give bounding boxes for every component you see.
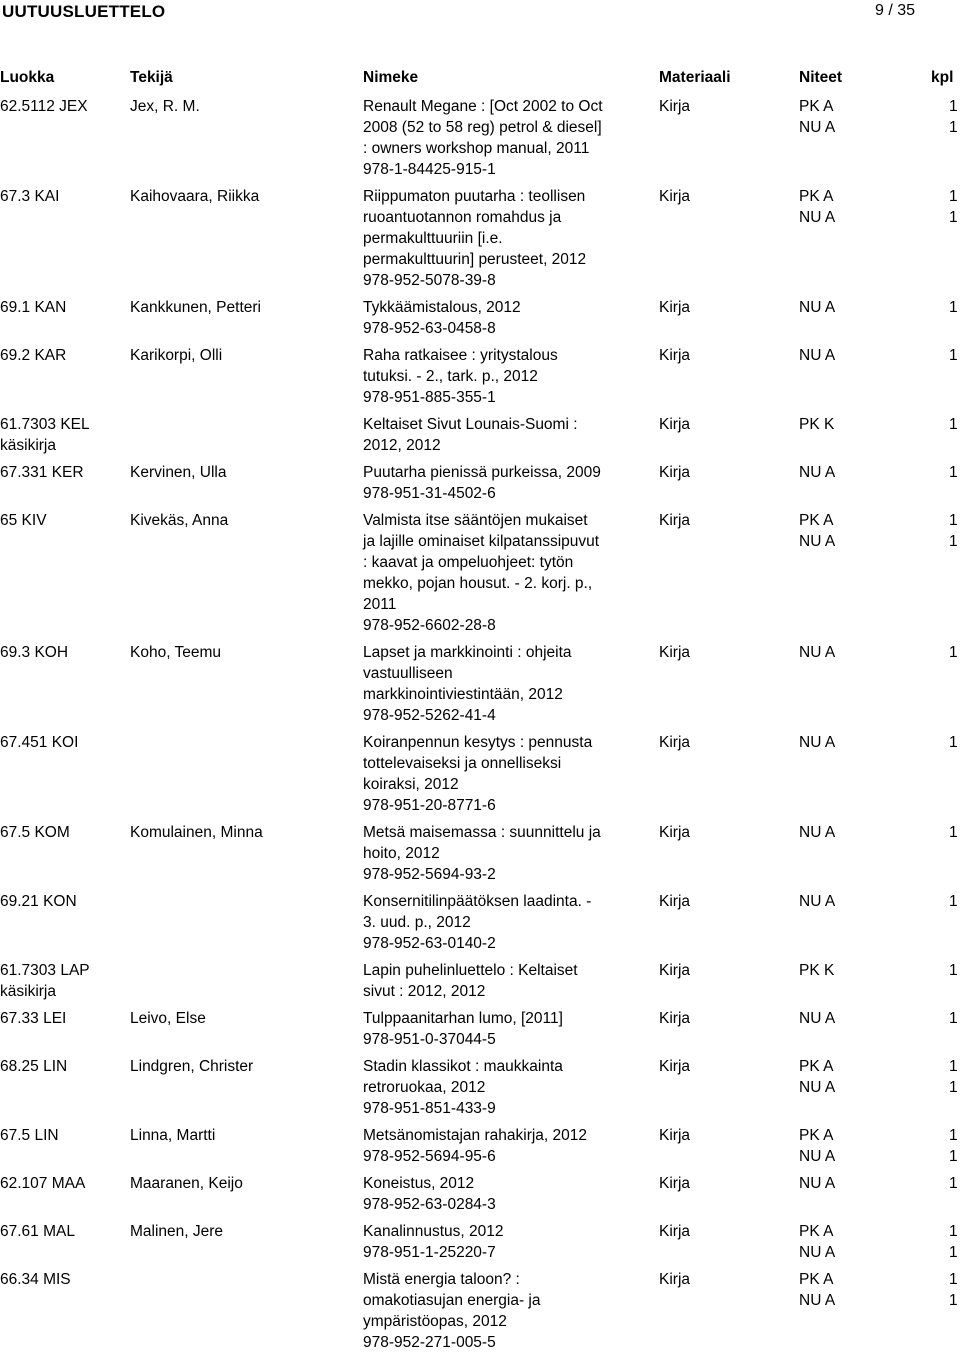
class-code-line: 62.107 MAA xyxy=(0,1175,86,1192)
title xyxy=(363,642,653,726)
copy-locations xyxy=(799,462,909,483)
class-code xyxy=(0,1008,125,1029)
copy-count: 1 xyxy=(949,98,958,115)
title-line: ja lajille ominaiset kilpatanssipuvut xyxy=(363,533,600,550)
copy-location: PK A xyxy=(799,1223,834,1240)
table-row xyxy=(0,891,960,954)
copy-counts xyxy=(949,891,959,912)
column-header-class: Luokka xyxy=(0,69,55,86)
copy-location: PK A xyxy=(799,1058,834,1075)
material: Kirja xyxy=(659,824,691,841)
column-headers xyxy=(0,69,960,91)
title-line: Koiranpennun kesytys : pennusta xyxy=(363,734,593,751)
title xyxy=(363,297,653,339)
class-code-line: käsikirja xyxy=(0,983,56,1000)
table-row xyxy=(0,1008,960,1050)
title-line: permakulttuuriin [i.e. xyxy=(363,230,503,247)
title xyxy=(363,96,653,180)
copy-count: 1 xyxy=(949,533,958,550)
title-line: mekko, pojan housut. - 2. korj. p., xyxy=(363,575,593,592)
copy-location: NU A xyxy=(799,119,836,136)
title-line: 978-952-6602-28-8 xyxy=(363,617,496,634)
title-line: : kaavat ja ompeluohjeet: tytön xyxy=(363,554,574,571)
material: Kirja xyxy=(659,98,691,115)
material: Kirja xyxy=(659,1223,691,1240)
copy-locations xyxy=(799,1125,909,1167)
title xyxy=(363,732,653,816)
copy-locations xyxy=(799,1056,909,1098)
copy-counts xyxy=(949,960,959,981)
title-line: Tulppaanitarhan lumo, [2011] xyxy=(363,1010,563,1027)
table-row xyxy=(0,822,960,885)
title xyxy=(363,822,653,885)
table-row xyxy=(0,414,960,456)
title-line: 978-952-271-005-5 xyxy=(363,1334,496,1351)
author: Koho, Teemu xyxy=(130,644,222,661)
title-line: Valmista itse sääntöjen mukaiset xyxy=(363,512,588,529)
copy-location: NU A xyxy=(799,1292,836,1309)
copy-location: NU A xyxy=(799,209,836,226)
class-code xyxy=(0,462,125,483)
title xyxy=(363,1056,653,1119)
title-line: 978-952-63-0458-8 xyxy=(363,320,496,337)
title-line: Koneistus, 2012 xyxy=(363,1175,475,1192)
title-line: 978-952-5262-41-4 xyxy=(363,707,496,724)
title-line: retroruokaa, 2012 xyxy=(363,1079,486,1096)
title-line: Metsänomistajan rahakirja, 2012 xyxy=(363,1127,588,1144)
copy-location: PK A xyxy=(799,512,834,529)
copy-count: 1 xyxy=(949,962,958,979)
title-line: 978-1-84425-915-1 xyxy=(363,161,496,178)
material: Kirja xyxy=(659,1175,691,1192)
title xyxy=(363,345,653,408)
class-code-line: 65 KIV xyxy=(0,512,47,529)
column-header-author: Tekijä xyxy=(130,69,173,86)
class-code xyxy=(0,1173,125,1194)
class-code-line: 67.5 KOM xyxy=(0,824,70,841)
title-line: 978-951-885-355-1 xyxy=(363,389,496,406)
copy-count: 1 xyxy=(949,1175,958,1192)
class-code xyxy=(0,1056,125,1077)
table-row xyxy=(0,1269,960,1353)
title-line: Konsernitilinpäätöksen laadinta. - xyxy=(363,893,592,910)
table-row xyxy=(0,1173,960,1215)
title-line: markkinointiviestintään, 2012 xyxy=(363,686,563,703)
title xyxy=(363,1269,653,1353)
copy-locations xyxy=(799,1173,909,1194)
material: Kirja xyxy=(659,1127,691,1144)
title xyxy=(363,1173,653,1215)
copy-counts xyxy=(949,186,959,228)
copy-counts xyxy=(949,510,959,552)
copy-location: NU A xyxy=(799,299,836,316)
title-line: 3. uud. p., 2012 xyxy=(363,914,471,931)
title xyxy=(363,462,653,504)
class-code xyxy=(0,891,125,912)
copy-count: 1 xyxy=(949,1127,958,1144)
material: Kirja xyxy=(659,299,691,316)
copy-location: NU A xyxy=(799,644,836,661)
title-line: 978-952-63-0140-2 xyxy=(363,935,496,952)
copy-count: 1 xyxy=(949,1079,958,1096)
author: Kankkunen, Petteri xyxy=(130,299,261,316)
title-line: : owners workshop manual, 2011 xyxy=(363,140,590,157)
class-code-line: 68.25 LIN xyxy=(0,1058,68,1075)
class-code-line: 61.7303 KEL xyxy=(0,416,90,433)
author: Karikorpi, Olli xyxy=(130,347,223,364)
class-code xyxy=(0,1269,125,1290)
title-line: Stadin klassikot : maukkainta xyxy=(363,1058,563,1075)
material: Kirja xyxy=(659,893,691,910)
title-line: ympäristöopas, 2012 xyxy=(363,1313,507,1330)
author: Kervinen, Ulla xyxy=(130,464,227,481)
title-line: 2012, 2012 xyxy=(363,437,441,454)
class-code xyxy=(0,414,125,456)
title-line: Lapin puhelinluettelo : Keltaiset xyxy=(363,962,578,979)
page-number: 9 / 35 xyxy=(874,2,915,19)
title xyxy=(363,1008,653,1050)
title xyxy=(363,510,653,636)
class-code xyxy=(0,96,125,117)
author: Maaranen, Keijo xyxy=(130,1175,243,1192)
title xyxy=(363,1221,653,1263)
copy-counts xyxy=(949,414,959,435)
class-code-line: 69.1 KAN xyxy=(0,299,67,316)
copy-location: NU A xyxy=(799,1079,836,1096)
title-line: Tykkäämistalous, 2012 xyxy=(363,299,521,316)
material: Kirja xyxy=(659,347,691,364)
copy-location: PK K xyxy=(799,416,835,433)
copy-count: 1 xyxy=(949,299,958,316)
column-header-material: Materiaali xyxy=(659,69,731,86)
copy-count: 1 xyxy=(949,512,958,529)
table-row xyxy=(0,1056,960,1119)
title-line: Renault Megane : [Oct 2002 to Oct xyxy=(363,98,603,115)
author: Komulainen, Minna xyxy=(130,824,263,841)
material: Kirja xyxy=(659,734,691,751)
title-line: Raha ratkaisee : yritystalous xyxy=(363,347,558,364)
class-code xyxy=(0,822,125,843)
title-line: 978-951-20-8771-6 xyxy=(363,797,496,814)
document-title: UUTUUSLUETTELO xyxy=(2,2,166,21)
title-line: 978-952-63-0284-3 xyxy=(363,1196,496,1213)
material: Kirja xyxy=(659,1271,691,1288)
title-line: 978-951-1-25220-7 xyxy=(363,1244,496,1261)
table-row xyxy=(0,732,960,816)
copy-counts xyxy=(949,1125,959,1167)
class-code-line: 69.3 KOH xyxy=(0,644,69,661)
material: Kirja xyxy=(659,1058,691,1075)
author: Jex, R. M. xyxy=(130,98,200,115)
copy-location: NU A xyxy=(799,734,836,751)
copy-count: 1 xyxy=(949,1292,958,1309)
copy-count: 1 xyxy=(949,1271,958,1288)
copy-location: NU A xyxy=(799,1148,836,1165)
title-line: Lapset ja markkinointi : ohjeita xyxy=(363,644,572,661)
title-line: ruoantuotannon romahdus ja xyxy=(363,209,562,226)
class-code xyxy=(0,732,125,753)
title-line: tottelevaiseksi ja onnelliseksi xyxy=(363,755,562,772)
copy-count: 1 xyxy=(949,347,958,364)
copy-location: NU A xyxy=(799,347,836,364)
copy-locations xyxy=(799,960,909,981)
copy-location: NU A xyxy=(799,1010,836,1027)
copy-locations xyxy=(799,96,909,138)
author: Malinen, Jere xyxy=(130,1223,224,1240)
copy-count: 1 xyxy=(949,1223,958,1240)
copy-count: 1 xyxy=(949,1148,958,1165)
title-line: Riippumaton puutarha : teollisen xyxy=(363,188,586,205)
title-line: permakulttuurin] perusteet, 2012 xyxy=(363,251,587,268)
class-code-line: 67.3 KAI xyxy=(0,188,60,205)
copy-locations xyxy=(799,414,909,435)
title xyxy=(363,414,653,456)
copy-count: 1 xyxy=(949,893,958,910)
copy-counts xyxy=(949,297,959,318)
copy-locations xyxy=(799,642,909,663)
table-row xyxy=(0,345,960,408)
table-row xyxy=(0,1221,960,1263)
copy-counts xyxy=(949,732,959,753)
column-header-copies: Niteet xyxy=(799,69,843,86)
copy-count: 1 xyxy=(949,416,958,433)
material: Kirja xyxy=(659,464,691,481)
class-code xyxy=(0,960,125,1002)
catalog-list xyxy=(0,96,960,1359)
title-line: 978-951-851-433-9 xyxy=(363,1100,496,1117)
material: Kirja xyxy=(659,512,691,529)
copy-count: 1 xyxy=(949,188,958,205)
class-code xyxy=(0,345,125,366)
author: Kivekäs, Anna xyxy=(130,512,229,529)
class-code-line: 69.2 KAR xyxy=(0,347,67,364)
title-line: 2011 xyxy=(363,596,397,613)
title-line: 978-952-5694-95-6 xyxy=(363,1148,496,1165)
copy-location: NU A xyxy=(799,464,836,481)
class-code-line: 67.33 LEI xyxy=(0,1010,67,1027)
title-line: Metsä maisemassa : suunnittelu ja xyxy=(363,824,601,841)
title-line: 2008 (52 to 58 reg) petrol & diesel] xyxy=(363,119,602,136)
title-line: Puutarha pienissä purkeissa, 2009 xyxy=(363,464,601,481)
copy-counts xyxy=(949,642,959,663)
copy-count: 1 xyxy=(949,209,958,226)
copy-counts xyxy=(949,1269,959,1311)
copy-location: PK K xyxy=(799,962,835,979)
copy-counts xyxy=(949,822,959,843)
title-line: 978-951-0-37044-5 xyxy=(363,1031,496,1048)
class-code xyxy=(0,510,125,531)
title-line: Mistä energia taloon? : xyxy=(363,1271,520,1288)
title xyxy=(363,1125,653,1167)
author: Kaihovaara, Riikka xyxy=(130,188,260,205)
copy-counts xyxy=(949,1008,959,1029)
author: Leivo, Else xyxy=(130,1010,206,1027)
class-code xyxy=(0,297,125,318)
material: Kirja xyxy=(659,962,691,979)
material: Kirja xyxy=(659,188,691,205)
title xyxy=(363,891,653,954)
table-row xyxy=(0,297,960,339)
class-code-line: 69.21 KON xyxy=(0,893,77,910)
page-header xyxy=(0,0,960,32)
column-header-title: Nimeke xyxy=(363,69,419,86)
class-code xyxy=(0,1221,125,1242)
material: Kirja xyxy=(659,416,691,433)
copy-counts xyxy=(949,345,959,366)
title-line: 978-952-5078-39-8 xyxy=(363,272,496,289)
title-line: 978-952-5694-93-2 xyxy=(363,866,496,883)
class-code xyxy=(0,642,125,663)
column-header-quantity: kpl xyxy=(931,69,954,86)
copy-locations xyxy=(799,1008,909,1029)
copy-location: NU A xyxy=(799,1244,836,1261)
copy-location: PK A xyxy=(799,1127,834,1144)
class-code-line: 67.331 KER xyxy=(0,464,84,481)
copy-count: 1 xyxy=(949,1244,958,1261)
copy-count: 1 xyxy=(949,119,958,136)
copy-count: 1 xyxy=(949,824,958,841)
copy-counts xyxy=(949,462,959,483)
class-code-line: 67.61 MAL xyxy=(0,1223,75,1240)
copy-locations xyxy=(799,1269,909,1311)
title-line: tutuksi. - 2., tark. p., 2012 xyxy=(363,368,538,385)
copy-location: NU A xyxy=(799,824,836,841)
copy-locations xyxy=(799,345,909,366)
author: Linna, Martti xyxy=(130,1127,216,1144)
copy-location: NU A xyxy=(799,533,836,550)
table-row xyxy=(0,960,960,1002)
class-code-line: 67.451 KOI xyxy=(0,734,79,751)
class-code-line: 67.5 LIN xyxy=(0,1127,59,1144)
table-row xyxy=(0,642,960,726)
copy-locations xyxy=(799,732,909,753)
copy-locations xyxy=(799,891,909,912)
copy-counts xyxy=(949,1221,959,1263)
copy-location: PK A xyxy=(799,1271,834,1288)
copy-counts xyxy=(949,96,959,138)
copy-locations xyxy=(799,510,909,552)
copy-locations xyxy=(799,297,909,318)
title-line: 978-951-31-4502-6 xyxy=(363,485,496,502)
class-code xyxy=(0,186,125,207)
copy-locations xyxy=(799,822,909,843)
table-row xyxy=(0,510,960,636)
table-row xyxy=(0,96,960,180)
title-line: vastuulliseen xyxy=(363,665,453,682)
copy-counts xyxy=(949,1056,959,1098)
title-line: Kanalinnustus, 2012 xyxy=(363,1223,504,1240)
title-line: hoito, 2012 xyxy=(363,845,440,862)
copy-count: 1 xyxy=(949,1058,958,1075)
title-line: Keltaiset Sivut Lounais-Suomi : xyxy=(363,416,578,433)
copy-location: PK A xyxy=(799,188,834,205)
copy-count: 1 xyxy=(949,644,958,661)
copy-location: NU A xyxy=(799,1175,836,1192)
title-line: sivut : 2012, 2012 xyxy=(363,983,486,1000)
copy-count: 1 xyxy=(949,1010,958,1027)
copy-count: 1 xyxy=(949,734,958,751)
class-code-line: 66.34 MIS xyxy=(0,1271,71,1288)
title-line: koiraksi, 2012 xyxy=(363,776,459,793)
copy-locations xyxy=(799,186,909,228)
table-row xyxy=(0,1125,960,1167)
title xyxy=(363,186,653,291)
class-code-line: 61.7303 LAP xyxy=(0,962,90,979)
copy-count: 1 xyxy=(949,464,958,481)
copy-locations xyxy=(799,1221,909,1263)
copy-location: NU A xyxy=(799,893,836,910)
title xyxy=(363,960,653,1002)
class-code-line: 62.5112 JEX xyxy=(0,98,88,115)
title-line: omakotiasujan energia- ja xyxy=(363,1292,541,1309)
material: Kirja xyxy=(659,644,691,661)
copy-location: PK A xyxy=(799,98,834,115)
material: Kirja xyxy=(659,1010,691,1027)
author: Lindgren, Christer xyxy=(130,1058,254,1075)
class-code-line: käsikirja xyxy=(0,437,56,454)
class-code xyxy=(0,1125,125,1146)
copy-counts xyxy=(949,1173,959,1194)
table-row xyxy=(0,462,960,504)
table-row xyxy=(0,186,960,291)
